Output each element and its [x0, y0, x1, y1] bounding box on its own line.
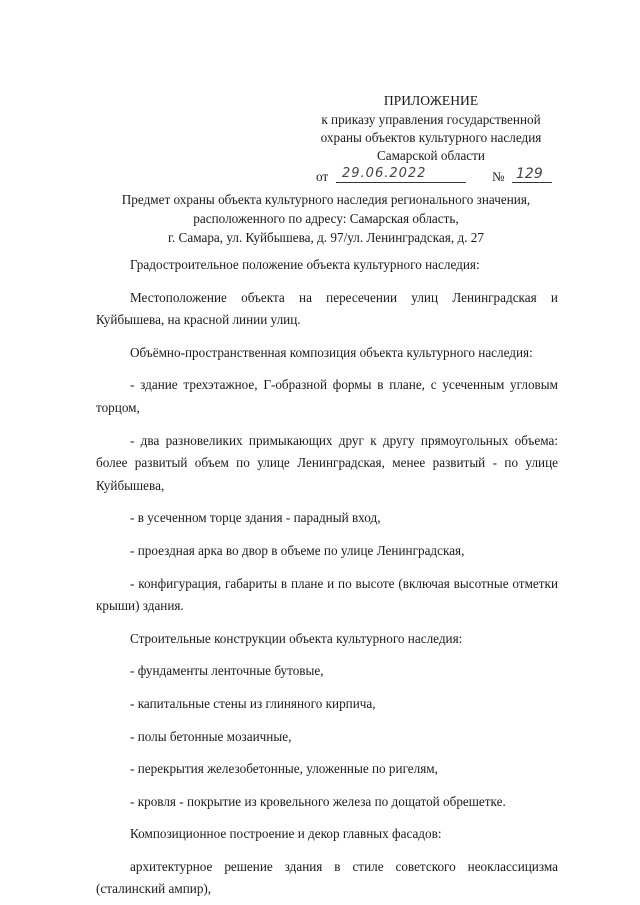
paragraph: - кровля - покрытие из кровельного железа по дощатой обрешетке.	[130, 793, 506, 809]
paragraph: Градостроительное положение объекта культурного наследия:	[130, 257, 480, 272]
order-number: 129	[512, 165, 552, 183]
subject-line-1: Предмет охраны объекта культурного наследия регионального значения,	[121, 192, 531, 207]
order-date: 29.06.2022	[336, 165, 466, 183]
paragraph: - конфигурация, габариты в плане и по высоте (включая высотные отметки крыши) здания.	[96, 575, 558, 614]
appendix-header	[306, 92, 556, 187]
paragraph: Строительные конструкции объекта культурного наследия:	[130, 630, 463, 646]
document-body	[96, 254, 558, 901]
paragraph: - перекрытия железобетонные, уложенные по ригелям,	[130, 761, 438, 777]
paragraph: - здание трехэтажное, Г-образной формы в плане, с усеченным угловым торцом,	[96, 377, 558, 415]
subject-line-2: расположенного по адресу: Самарская область,	[193, 211, 459, 226]
paragraph: архитектурное решение здания в стиле советского неоклассицизма (сталинский ампир),	[96, 858, 558, 897]
subject-line-3: г. Самара, ул. Куйбышева, д. 97/ул. Ленинградская, д. 27	[168, 230, 484, 245]
appendix-title: ПРИЛОЖЕНИЕ	[383, 93, 479, 108]
order-number-label: №	[492, 169, 505, 184]
paragraph: Местоположение объекта на пересечении улиц Ленинградская и Куйбышева, на красной линии улиц.	[96, 289, 558, 328]
paragraph: - капитальные стены из глиняного кирпича,	[130, 695, 376, 711]
paragraph: Объёмно-пространственная композиция объекта культурного наследия:	[130, 344, 533, 360]
order-reference	[306, 165, 556, 187]
paragraph: - в усеченном торце здания - парадный вход,	[130, 510, 381, 526]
document-subject	[96, 190, 556, 247]
appendix-line-1: к приказу управления государственной	[321, 112, 541, 127]
paragraph: - фундаменты ленточные бутовые,	[130, 663, 324, 679]
appendix-line-3: Самарской области	[377, 148, 485, 163]
order-from-label: от	[316, 169, 329, 184]
appendix-line-2: охраны объектов культурного наследия	[320, 130, 542, 145]
paragraph: - проездная арка во двор в объеме по улице Ленинградская,	[130, 542, 465, 558]
paragraph: - два разновеликих примыкающих друг к другу прямоугольных объема: более развитый объем по улице Ленинградская, менее развитый - по улице Куйбышева,	[96, 432, 558, 493]
paragraph: Композиционное построение и декор главных фасадов:	[130, 826, 442, 842]
paragraph: - полы бетонные мозаичные,	[130, 728, 292, 744]
